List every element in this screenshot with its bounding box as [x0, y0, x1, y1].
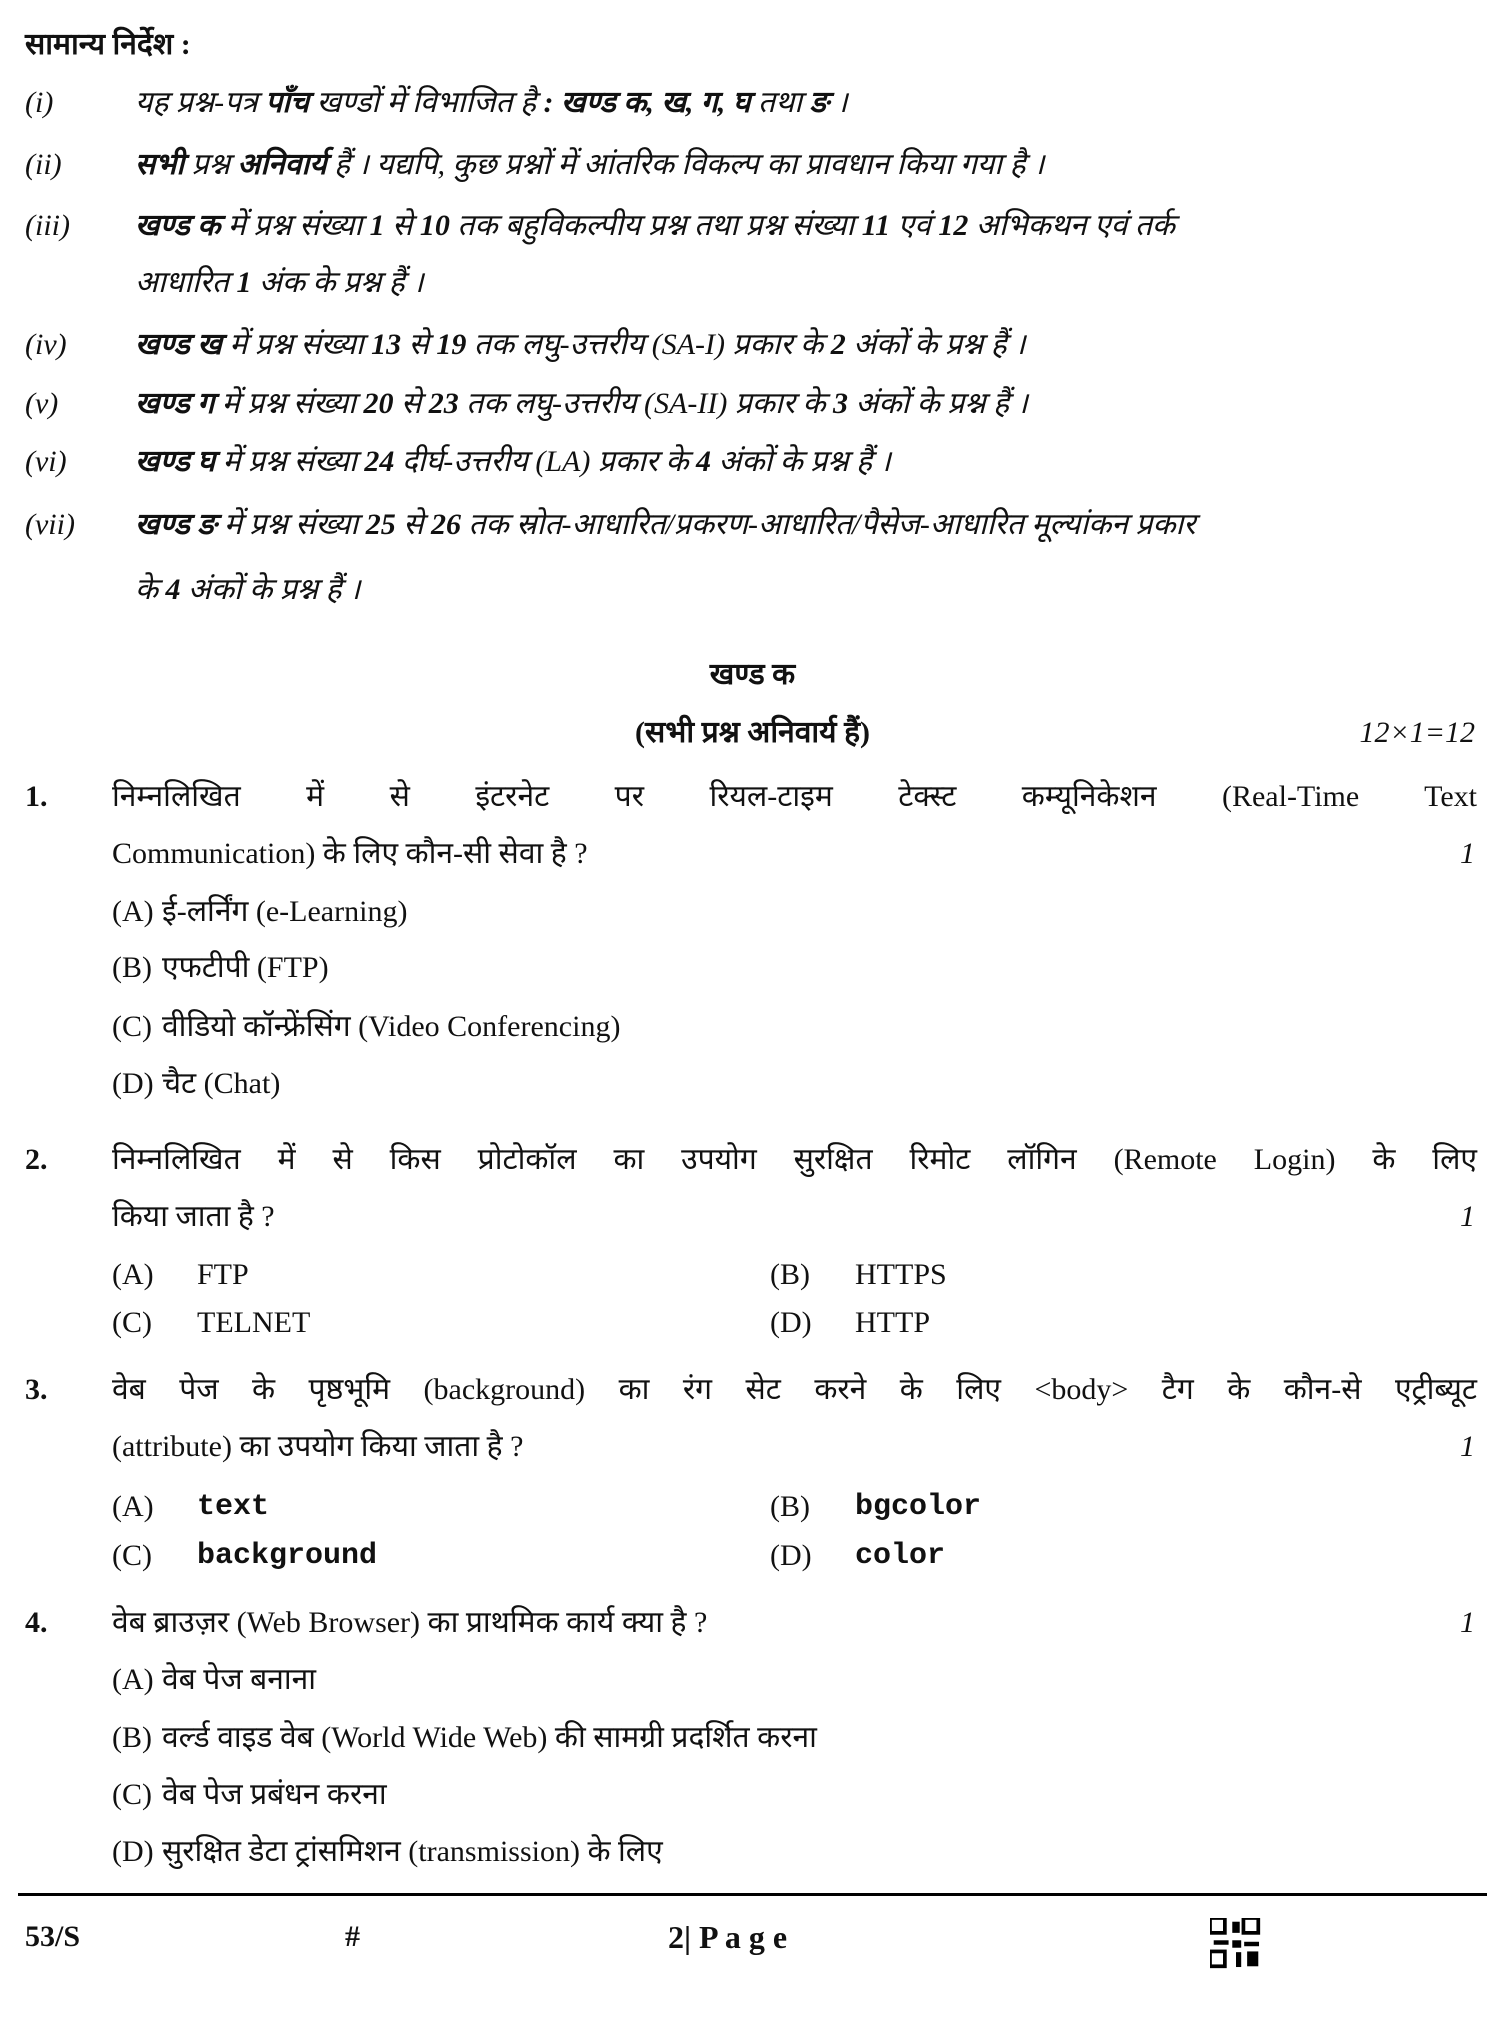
option-label: (D) — [112, 1835, 154, 1868]
instruction-text — [135, 384, 1028, 424]
instruction-segment: ङ — [809, 86, 829, 119]
option-text: वेब पेज प्रबंधन करना — [162, 1778, 387, 1811]
instruction-segment: में प्रश्न संख्या — [214, 387, 364, 420]
instruction-number: (ii) — [25, 148, 62, 181]
instruction-text — [135, 442, 891, 482]
option-text: bgcolor — [855, 1490, 982, 1524]
option-label: (D) — [770, 1306, 812, 1339]
instruction-segment: 19 — [436, 328, 467, 361]
option-text: HTTP — [855, 1306, 930, 1339]
instruction-segment: 25 — [365, 508, 396, 541]
instruction-segment: अंकों के प्रश्न हैं । — [711, 445, 891, 478]
question-number: 4. — [25, 1606, 48, 1639]
page-separator: | — [684, 1919, 692, 1955]
option-label: (A) — [112, 1663, 154, 1696]
instruction-segment: अंक के प्रश्न हैं । — [251, 266, 424, 299]
instruction-segment: 1 — [236, 266, 252, 299]
instruction-number: (v) — [25, 387, 59, 420]
instruction-segment: खण्ड क — [135, 209, 221, 242]
instruction-segment: यह प्रश्न-पत्र — [135, 86, 266, 119]
question-text: किया जाता है ? — [112, 1200, 275, 1233]
instruction-number: (i) — [25, 86, 54, 119]
instruction-number: (iv) — [25, 328, 67, 361]
instruction-segment: तक लघु-उत्तरीय (SA-I) प्रकार के — [466, 328, 831, 361]
instruction-segment: से — [401, 328, 437, 361]
option-label: (A) — [112, 1490, 154, 1523]
instruction-segment: अंकों के प्रश्न हैं । — [845, 328, 1026, 361]
instruction-segment: 24 — [364, 445, 395, 478]
section-marks: 12×1=12 — [1359, 716, 1475, 749]
option-label: (A) — [112, 895, 154, 928]
instruction-number: (vi) — [25, 445, 67, 478]
instruction-segment: तक बहुविकल्पीय प्रश्न तथा प्रश्न संख्या — [449, 209, 862, 242]
question-text: वेब ब्राउज़र (Web Browser) का प्राथमिक कार्य क्या है ? — [112, 1606, 708, 1639]
option-text: सुरक्षित डेटा ट्रांसमिशन (transmission) के लिए — [162, 1835, 663, 1868]
question-text: Communication) के लिए कौन-सी सेवा है ? — [112, 837, 588, 870]
option-label: (B) — [112, 1721, 152, 1754]
option-text: background — [197, 1539, 378, 1573]
instruction-text — [135, 505, 1196, 545]
instruction-segment: अंकों के प्रश्न हैं । — [848, 387, 1028, 420]
question-number: 2. — [25, 1143, 48, 1176]
instruction-segment: खण्ड घ — [135, 445, 216, 478]
option-text: वेब पेज बनाना — [162, 1663, 317, 1696]
instruction-segment: अनिवार्य — [237, 148, 327, 181]
instruction-segment: । — [828, 86, 848, 119]
instruction-segment: खण्ड ग — [135, 387, 215, 420]
instruction-text — [135, 263, 424, 303]
question-number: 3. — [25, 1373, 48, 1406]
qr-code-icon — [1210, 1918, 1262, 1970]
option-text: एफटीपी (FTP) — [162, 951, 329, 984]
option-label: (B) — [770, 1258, 810, 1291]
option-label: (C) — [112, 1010, 152, 1043]
instruction-segment: तक स्रोत-आधारित/प्रकरण-आधारित/पैसेज-आधारित मूल्यांकन प्रकार — [460, 508, 1196, 541]
instruction-segment: पाँच — [265, 86, 310, 119]
instruction-segment: एवं — [890, 209, 939, 242]
instruction-segment: तथा — [750, 86, 810, 119]
instruction-segment: 1 — [369, 209, 385, 242]
option-label: (D) — [112, 1067, 154, 1100]
option-label: (C) — [112, 1778, 152, 1811]
section-title: खण्ड क — [709, 658, 796, 691]
instruction-text — [135, 145, 1044, 185]
instruction-segment: के — [135, 573, 166, 606]
instruction-segment: आधारित — [135, 266, 237, 299]
option-text: वर्ल्ड वाइड वेब (World Wide Web) की सामग्री प्रदर्शित करना — [162, 1721, 817, 1754]
instruction-segment: हैं । यद्यपि, कुछ प्रश्नों में आंतरिक विकल्प का प्रावधान किया गया है । — [326, 148, 1045, 181]
instruction-segment: 4 — [696, 445, 712, 478]
option-label: (B) — [770, 1490, 810, 1523]
instruction-segment: दीर्घ-उत्तरीय (LA) प्रकार के — [394, 445, 697, 478]
instruction-segment: 2 — [830, 328, 846, 361]
page-number: 2 — [668, 1919, 684, 1955]
option-text: FTP — [197, 1258, 249, 1291]
footer-hash: # — [345, 1920, 360, 1953]
question-marks: 1 — [1460, 1430, 1475, 1463]
instruction-segment: से — [393, 387, 429, 420]
option-label: (C) — [112, 1539, 152, 1572]
instruction-segment: में प्रश्न संख्या — [216, 508, 366, 541]
question-text: वेब पेज के पृष्ठभूमि (background) का रंग सेट करने के लिए <body> टैग के कौन-से एट्रीब्यूट — [112, 1373, 1477, 1406]
option-text: ई-लर्निंग (e-Learning) — [162, 895, 408, 928]
footer-divider — [18, 1893, 1487, 1896]
instruction-segment: में प्रश्न संख्या — [220, 209, 370, 242]
question-marks: 1 — [1460, 1606, 1475, 1639]
instruction-segment: 4 — [165, 573, 181, 606]
instruction-segment: से — [384, 209, 420, 242]
instruction-segment: 3 — [833, 387, 849, 420]
instruction-segment: में प्रश्न संख्या — [221, 328, 372, 361]
instruction-segment: खण्ड ङ — [135, 508, 217, 541]
option-text: color — [855, 1539, 946, 1573]
question-text: निम्नलिखित में से किस प्रोटोकॉल का उपयोग सुरक्षित रिमोट लॉगिन (Remote Login) के लिए — [112, 1143, 1477, 1176]
instruction-number: (iii) — [25, 209, 70, 242]
instructions-title: सामान्य निर्देश : — [25, 28, 191, 61]
option-label: (D) — [770, 1539, 812, 1572]
instruction-segment: 26 — [430, 508, 461, 541]
instruction-segment: प्रश्न — [184, 148, 238, 181]
instruction-segment: : खण्ड क, ख, ग, घ — [543, 86, 751, 119]
instruction-segment: सभी — [135, 148, 185, 181]
question-marks: 1 — [1460, 837, 1475, 870]
option-text: HTTPS — [855, 1258, 947, 1291]
instruction-segment: 12 — [938, 209, 969, 242]
instruction-text — [135, 83, 848, 123]
instruction-segment: अभिकथन एवं तर्क — [968, 209, 1175, 242]
option-text: चैट (Chat) — [162, 1067, 281, 1100]
option-text: TELNET — [197, 1306, 311, 1339]
option-text: text — [197, 1490, 270, 1524]
instruction-segment: खण्ड ख — [135, 328, 222, 361]
instruction-text — [135, 325, 1026, 365]
page-label: P a g e — [699, 1919, 788, 1955]
instruction-segment: से — [395, 508, 431, 541]
section-subtitle: (सभी प्रश्न अनिवार्य हैं) — [634, 716, 871, 749]
instruction-segment: तक लघु-उत्तरीय (SA-II) प्रकार के — [458, 387, 834, 420]
question-text: (attribute) का उपयोग किया जाता है ? — [112, 1430, 524, 1463]
question-text: निम्नलिखित में से इंटरनेट पर रियल-टाइम टेक्स्ट कम्यूनिकेशन (Real-Time Text — [112, 780, 1477, 813]
question-marks: 1 — [1460, 1200, 1475, 1233]
instruction-number: (vii) — [25, 508, 75, 541]
instruction-text — [135, 570, 360, 610]
instruction-text — [135, 206, 1175, 246]
instruction-segment: 10 — [419, 209, 450, 242]
instruction-segment: 23 — [428, 387, 459, 420]
instruction-segment: में प्रश्न संख्या — [215, 445, 365, 478]
instruction-segment: खण्डों में विभाजित है — [309, 86, 544, 119]
instruction-segment: अंकों के प्रश्न हैं । — [180, 573, 361, 606]
question-number: 1. — [25, 780, 48, 813]
instruction-segment: 20 — [363, 387, 394, 420]
footer-code: 53/S — [25, 1920, 81, 1953]
option-label: (A) — [112, 1258, 154, 1291]
instruction-segment: 11 — [861, 209, 891, 242]
option-text: वीडियो कॉन्फ्रेंसिंग (Video Conferencing) — [162, 1010, 621, 1043]
option-label: (C) — [112, 1306, 152, 1339]
instruction-segment: 13 — [371, 328, 402, 361]
footer-page — [668, 1917, 787, 1957]
option-label: (B) — [112, 951, 152, 984]
